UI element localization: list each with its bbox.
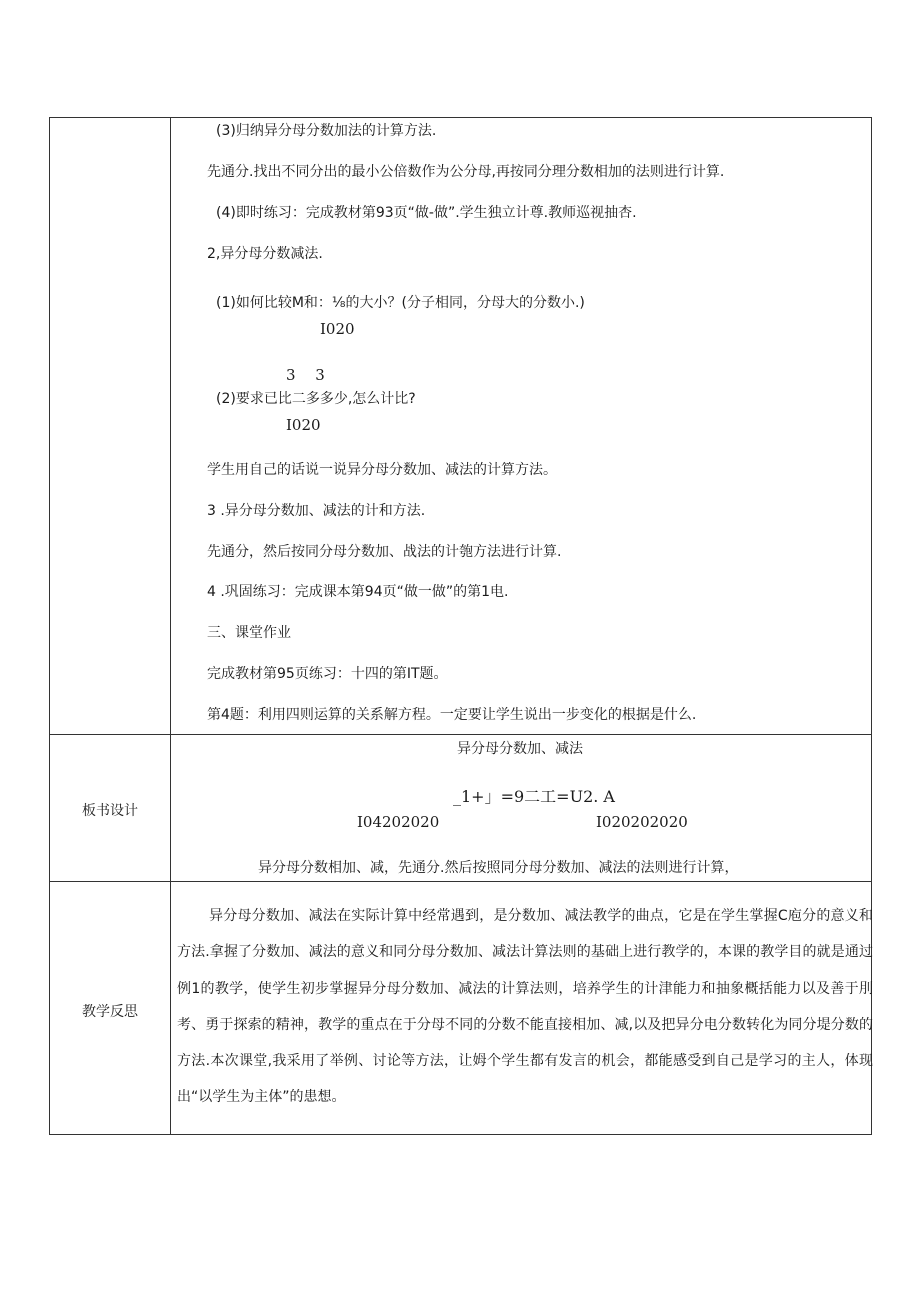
process-line: (3)归纳异分母分数加法的计算方法. <box>216 123 437 139</box>
board-title: 异分母分数加、减法 <box>457 741 583 757</box>
process-line: (2)要求已比二多多少,怎么计比? <box>216 391 416 407</box>
board-label: 板书设计 <box>82 803 138 819</box>
board-row <box>50 735 872 882</box>
process-line: (1)如何比较M和：⅛的大小？(分子相同，分母大的分数小.) <box>216 295 585 311</box>
reflection-row <box>50 882 872 1135</box>
reflection-label: 教学反思 <box>82 1004 138 1020</box>
process-line: 第4题：利用四则运算的关系解方程。一定要让学生说出一步变化的根据是什么. <box>207 707 697 723</box>
process-line: 三、课堂作业 <box>207 625 291 641</box>
board-content-cell <box>171 735 872 882</box>
process-content-cell <box>171 118 872 735</box>
process-row <box>50 118 872 735</box>
lesson-plan-table <box>49 117 872 1135</box>
process-line: (4)即时练习：完成教材第93页“做-做”.学生独立计尊.教师巡视抽杏. <box>216 205 637 221</box>
reflection-content-cell <box>171 882 872 1135</box>
board-summary: 异分母分数相加、减，先通分.然后按照同分母分数加、减法的法则进行计算， <box>258 860 739 876</box>
process-line: I020 <box>320 320 355 338</box>
process-line: 完成教材第95页练习：十四的第IT题。 <box>207 666 448 682</box>
process-line: 学生用自己的话说一说异分母分数加、减法的计算方法。 <box>207 462 557 478</box>
board-formula: _1+」=9二工=U2. A <box>453 787 615 806</box>
reflection-paragraph: 异分母分数加、减法在实际计算中经常遇到，是分数加、减法教学的曲点，它是在学生掌握C庖分的意义和方法.拿握了分数加、减法的意义和同分母分数加、减法计算法则的基础上进行教学的，本课的教学目的就是通过例1的教学，使学生初步掌握异分母分数加、减法的计算法则，培养学生的计津能力和抽象概括能力以及善于刖考、勇于探索的精神，教学的重点在于分母不同的分数不能直接相加、减,以及把异分电分数转化为同分堤分数的方法.本次课堂,我采用了举例、讨论等方法，让姆个学生都有发言的机会，都能感受到自己是学习的主人，体现出“以学生为主体”的患想。 <box>177 908 873 1106</box>
reflection-label-cell <box>50 882 171 1135</box>
board-label-cell <box>50 735 171 882</box>
process-line: 3 3 <box>286 366 325 384</box>
board-denominators-left: I04202020 <box>357 813 440 831</box>
process-line: 2,异分母分数减法. <box>207 246 323 262</box>
process-line: 3 .异分母分数加、减法的计和方法. <box>207 503 426 519</box>
process-line: I020 <box>286 416 321 434</box>
process-line: 先通分，然后按同分母分数加、战法的计匏方法进行计算. <box>207 544 562 560</box>
process-label-cell <box>50 118 171 735</box>
process-line: 4 .巩固练习：完成课本第94页“做一做”的第1电. <box>207 584 509 600</box>
process-line: 先通分.找出不同分出的最小公倍数作为公分母,再按同分理分数相加的法则进行计算. <box>207 164 725 180</box>
board-denominators-right: I020202020 <box>596 813 688 831</box>
